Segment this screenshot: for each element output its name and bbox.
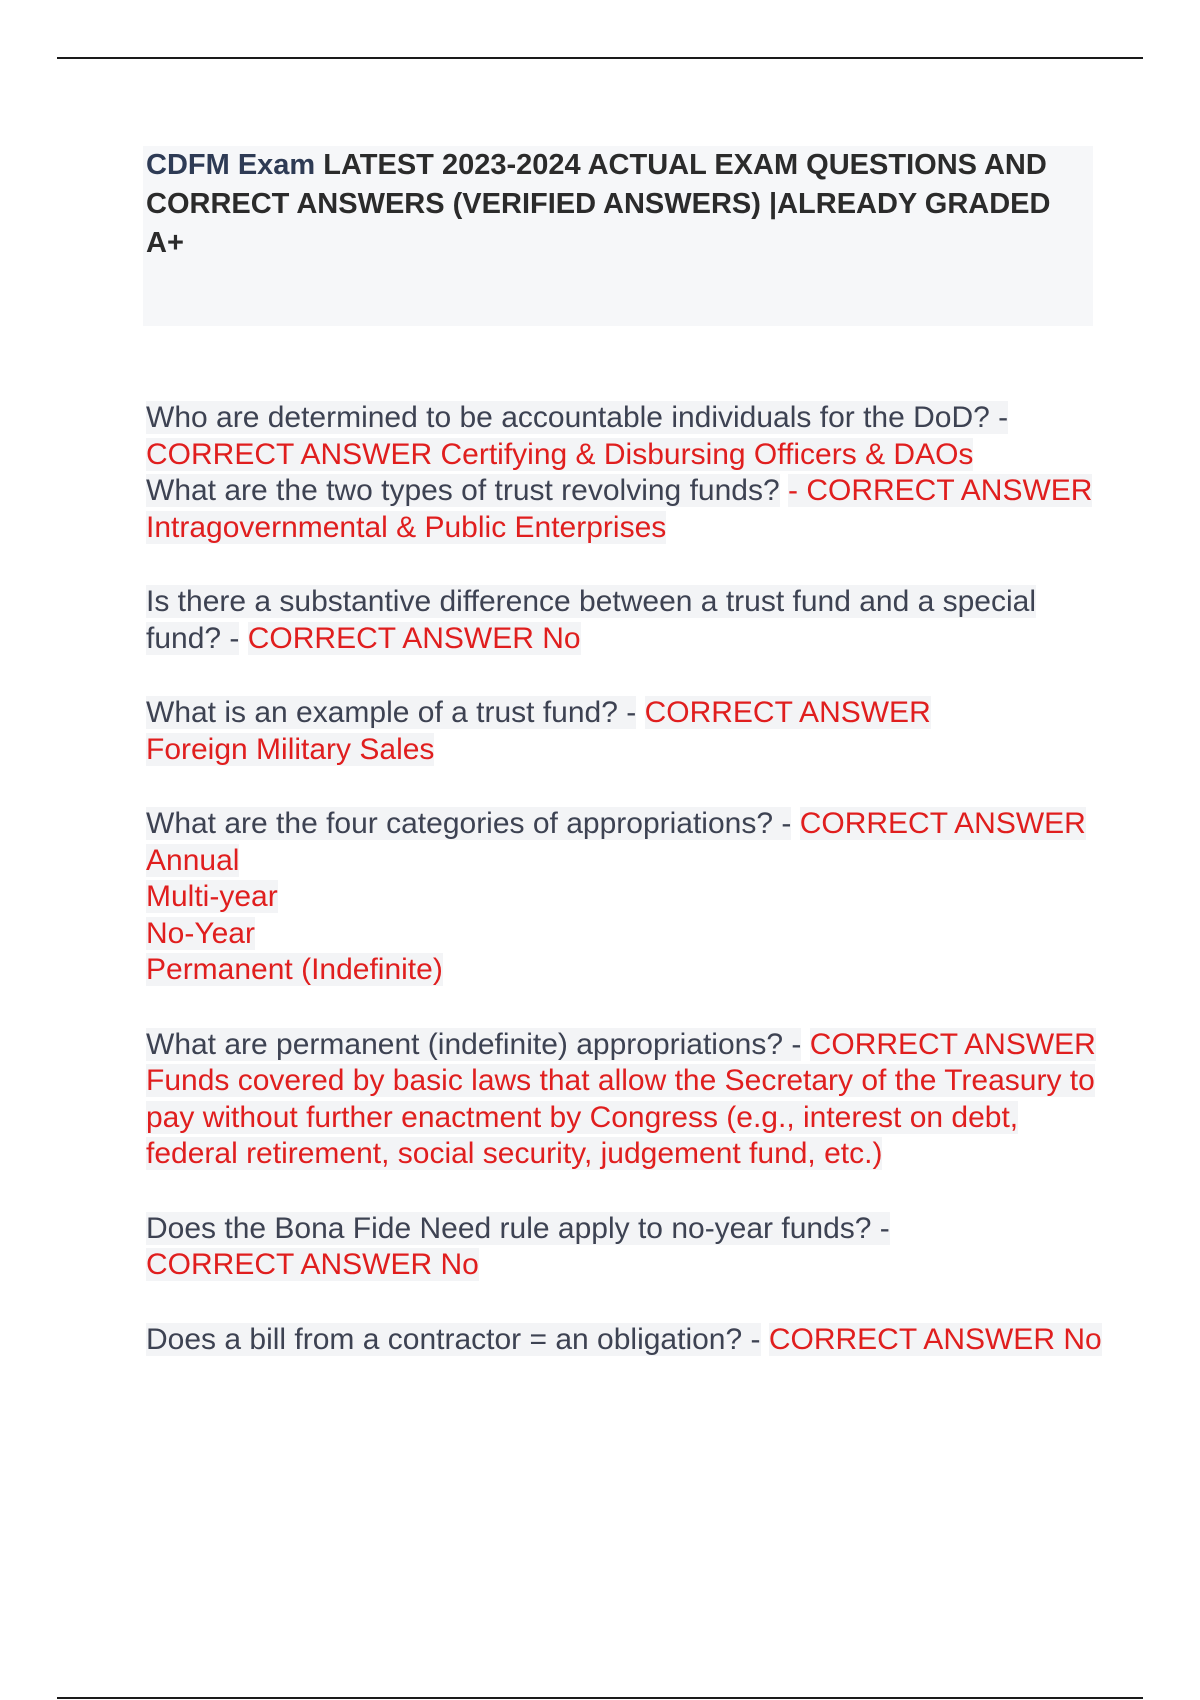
question-text: Who are determined to be accountable individuals for the DoD? - [146, 401, 1009, 434]
answer-prefix: CORRECT ANSWER [146, 437, 441, 471]
answer-prefix: CORRECT ANSWER [809, 1027, 1096, 1061]
answer-prefix: CORRECT ANSWER [644, 696, 931, 729]
top-rule [57, 57, 1143, 59]
qa-item [146, 584, 1106, 657]
qa-item [146, 695, 1106, 768]
qa-item [146, 400, 1106, 546]
answer-line: No-Year [146, 916, 255, 950]
answer-line: Permanent (Indefinite) [146, 953, 443, 986]
answer-line: Annual [146, 843, 240, 877]
question-text: Does the Bona Fide Need rule apply to no-year funds? - [146, 1211, 890, 1245]
answer-prefix: CORRECT ANSWER [247, 621, 543, 655]
question-text: What are the four categories of appropriations? - [146, 807, 792, 840]
qa-item [146, 1211, 1106, 1284]
qa-list [146, 400, 1106, 1358]
answer-line: Multi-year [146, 880, 278, 913]
question-text: What is an example of a trust fund? - [146, 696, 637, 729]
title-text: LATEST 2023-2024 ACTUAL EXAM QUESTIONS AND CORRECT ANSWERS (VERIFIED ANSWERS) |ALREADY GRADED A+ [146, 149, 1051, 259]
title-brand: CDFM Exam [146, 149, 324, 181]
answer-text: Funds covered by basic laws that allow the Secretary of the Treasury to pay without further enactment by Congress (e.g., interest on debt, federal retirement, social security, judgement fund, etc.) [146, 1064, 1095, 1170]
answer-prefix: CORRECT ANSWER [768, 1322, 1064, 1356]
answer-text: No [1063, 1322, 1102, 1356]
qa-item [146, 1322, 1106, 1359]
answer-prefix: CORRECT ANSWER [146, 1248, 441, 1281]
answer-text: Intragovernmental & Public Enterprises [146, 510, 667, 544]
answer-text: Certifying & Disbursing Officers & DAOs [440, 437, 974, 471]
qa-item [146, 1027, 1106, 1173]
bottom-rule [57, 1697, 1143, 1699]
document-title [146, 146, 1086, 263]
question-text: What are the two types of trust revolving funds? [146, 474, 780, 507]
qa-item [146, 806, 1106, 989]
answer-text: Foreign Military Sales [146, 732, 435, 766]
answer-prefix: - CORRECT ANSWER [788, 474, 1093, 507]
question-text: What are permanent (indefinite) appropriations? - [146, 1027, 802, 1061]
answer-text: No [542, 621, 581, 655]
question-text: Does a bill from a contractor = an obligation? - [146, 1322, 761, 1356]
question-text: Is there a substantive difference between a trust fund and a special fund? - [146, 585, 1037, 655]
answer-text: No [440, 1248, 479, 1281]
answer-prefix: CORRECT ANSWER [799, 807, 1086, 840]
